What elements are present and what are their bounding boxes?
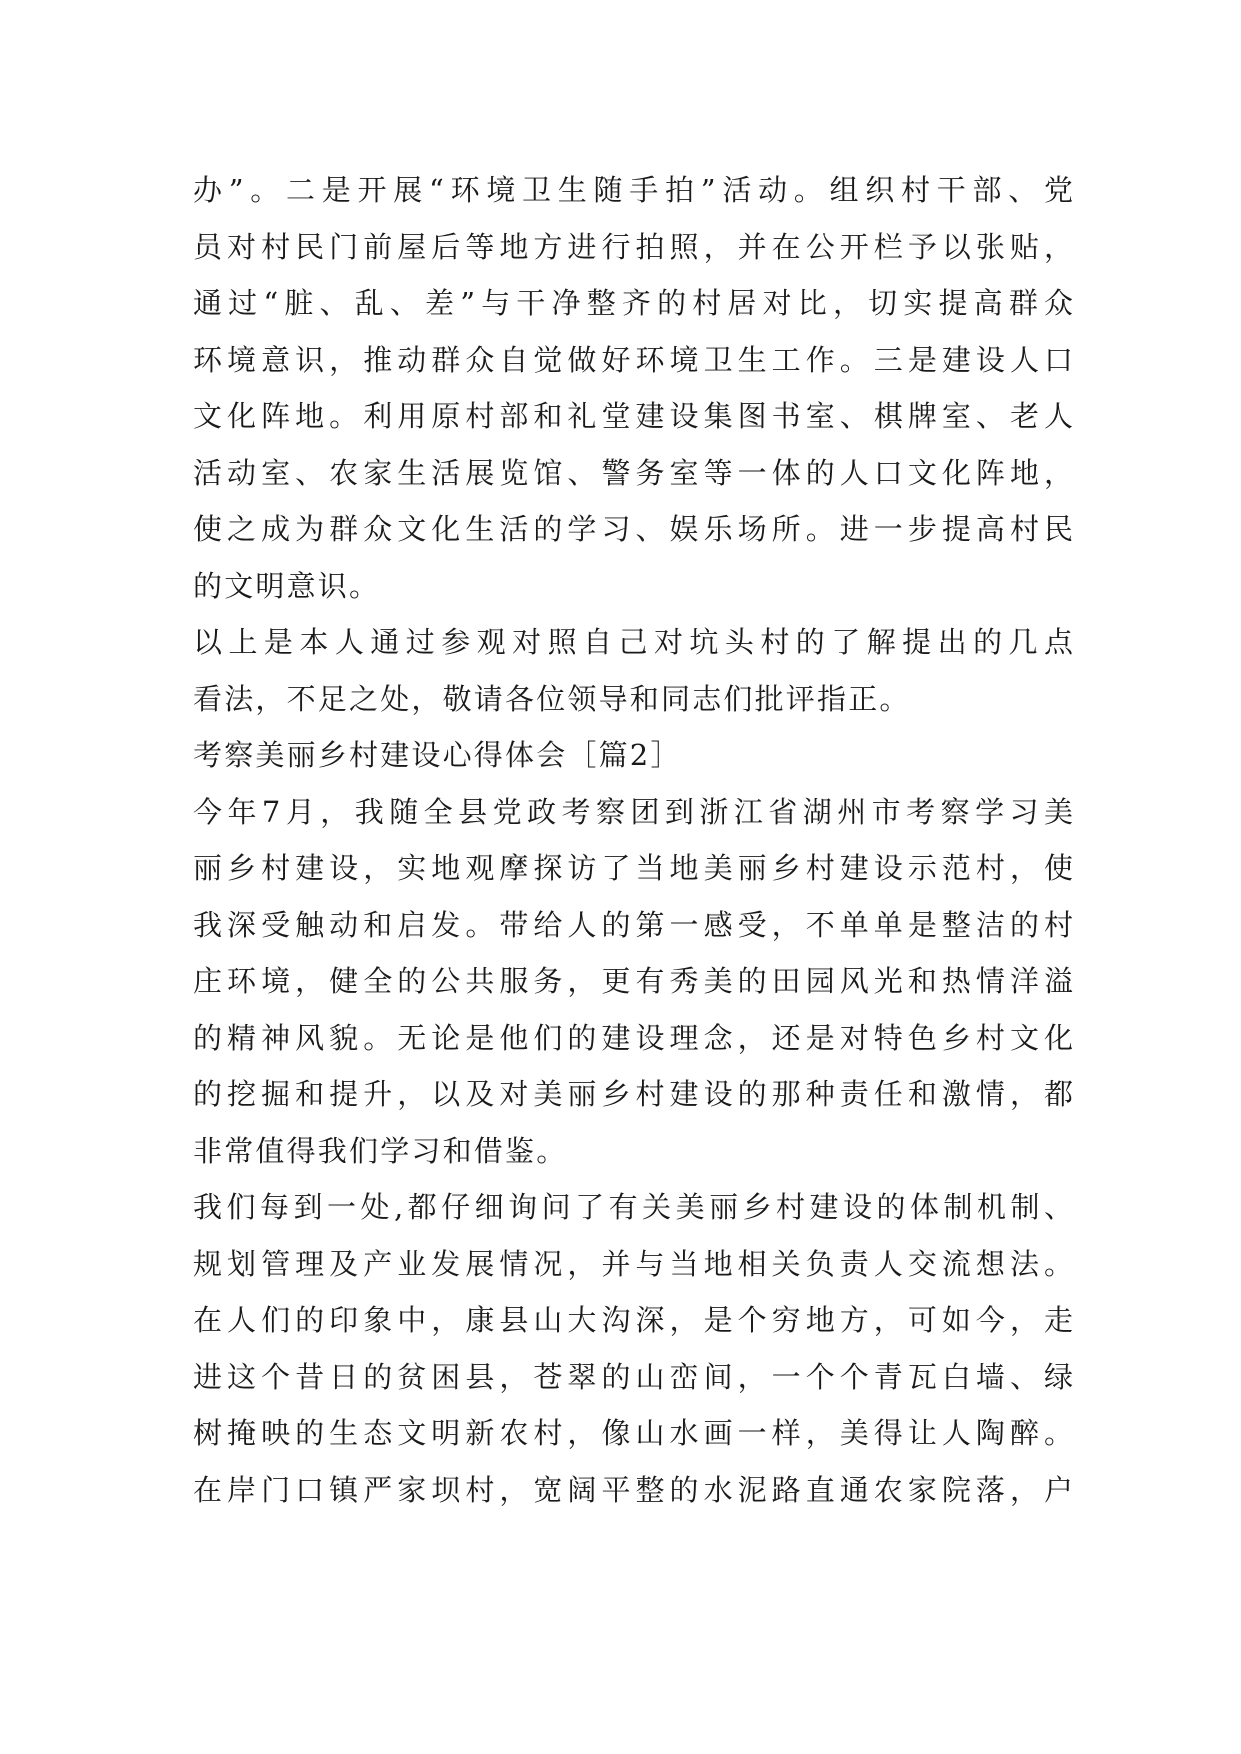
section-heading: 考察美丽乡村建设心得体会［篇2］	[193, 738, 682, 772]
text-line: 的文明意识。	[193, 568, 381, 603]
text-line: 员对村民门前屋后等地方进行拍照，并在公开栏予以张贴，	[193, 229, 1073, 264]
text-line: 规划管理及产业发展情况，并与当地相关负责人交流想法。	[193, 1246, 1073, 1281]
body-text	[193, 162, 1073, 1518]
text-line: 环境意识，推动群众自觉做好环境卫生工作。三是建设人口	[193, 342, 1073, 377]
text-line: 文化阵地。利用原村部和礼堂建设集图书室、棋牌室、老人	[193, 399, 1073, 433]
text-line: 非常值得我们学习和借鉴。	[193, 1133, 568, 1168]
text-line: 丽乡村建设，实地观摩探访了当地美丽乡村建设示范村，使	[193, 851, 1073, 885]
text-line: 我们每到一处,都仔细询问了有关美丽乡村建设的体制机制、	[193, 1190, 1073, 1224]
text-line: 活动室、农家生活展览馆、警务室等一体的人口文化阵地，	[193, 455, 1073, 490]
text-line: 看法，不足之处，敬请各位领导和同志们批评指正。	[193, 681, 911, 716]
text-line: 今年7月，我随全县党政考察团到浙江省湖州市考察学习美	[193, 794, 1073, 829]
text-line: 进这个昔日的贫困县，苍翠的山峦间，一个个青瓦白墙、绿	[193, 1359, 1073, 1394]
text-line: 在岸门口镇严家坝村，宽阔平整的水泥路直通农家院落，户	[193, 1472, 1073, 1507]
text-line: 办”。二是开展“环境卫生随手拍”活动。组织村干部、党	[193, 173, 1073, 207]
text-line: 以上是本人通过参观对照自己对坑头村的了解提出的几点	[193, 625, 1073, 659]
text-line: 的挖掘和提升，以及对美丽乡村建设的那种责任和激情，都	[193, 1077, 1073, 1111]
text-line: 的精神风貌。无论是他们的建设理念，还是对特色乡村文化	[193, 1020, 1073, 1055]
text-line: 庄环境，健全的公共服务，更有秀美的田园风光和热情洋溢	[193, 964, 1073, 998]
text-line: 树掩映的生态文明新农村，像山水画一样，美得让人陶醉。	[193, 1416, 1073, 1450]
text-line: 使之成为群众文化生活的学习、娱乐场所。进一步提高村民	[193, 512, 1073, 546]
text-line: 在人们的印象中，康县山大沟深，是个穷地方，可如今，走	[193, 1303, 1073, 1337]
text-line: 通过“脏、乱、差”与干净整齐的村居对比，切实提高群众	[193, 286, 1073, 320]
text-line: 我深受触动和启发。带给人的第一感受，不单单是整洁的村	[193, 907, 1073, 942]
